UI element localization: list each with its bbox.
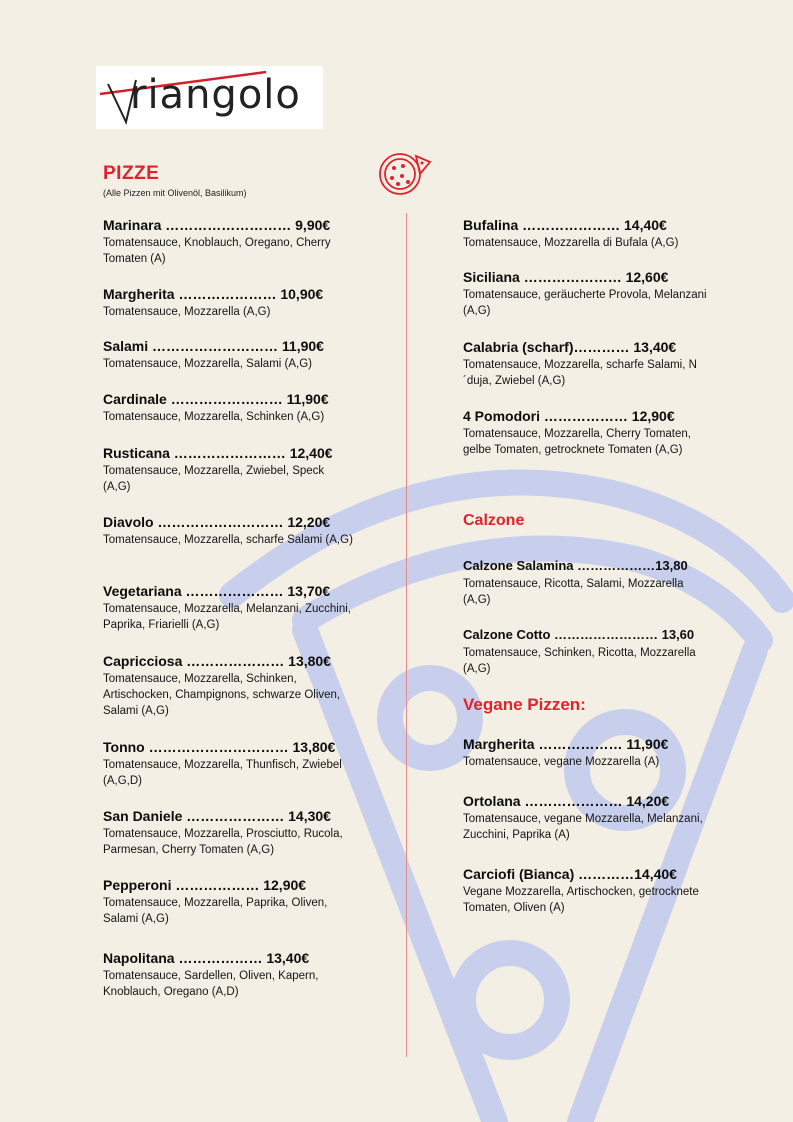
menu-item (103, 216, 353, 267)
item-description: Tomatensauce, Mozzarella, Prosciutto, Rucola, Parmesan, Cherry Tomaten (A,G) (103, 828, 343, 856)
item-name-price: Cardinale …………………… 11,90€ (103, 391, 329, 407)
item-name-price: 4 Pomodori ……………… 12,90€ (463, 408, 675, 424)
item-description: Tomatensauce, Mozzarella, Paprika, Oliven, Salami (A,G) (103, 897, 328, 925)
item-description: Tomatensauce, geräucherte Provola, Melanzani (A,G) (463, 289, 707, 317)
item-name-price: Tonno ………………………… 13,80€ (103, 739, 336, 755)
item-description: Tomatensauce, vegane Mozzarella, Melanzani, Zucchini, Paprika (A) (463, 813, 703, 841)
item-name-price: Margherita ……………… 11,90€ (463, 736, 669, 752)
item-description: Tomatensauce, Mozzarella, scharfe Salami (A,G) (103, 534, 353, 546)
item-description: Tomatensauce, Sardellen, Oliven, Kapern, Knoblauch, Oregano (A,D) (103, 970, 319, 998)
menu-item (103, 582, 353, 633)
item-name-price: Capricciosa ………………… 13,80€ (103, 653, 331, 669)
item-name-price: Ortolana ………………… 14,20€ (463, 793, 670, 809)
item-description: Tomatensauce, Mozzarella, scharfe Salami, N´duja, Zwiebel (A,G) (463, 359, 697, 387)
menu-item (103, 285, 353, 320)
menu-item (463, 792, 708, 843)
item-name-price: Pepperoni ……………… 12,90€ (103, 877, 307, 893)
item-name-price: Margherita ………………… 10,90€ (103, 286, 324, 302)
item-name-price: Napolitana ……………… 13,40€ (103, 950, 310, 966)
menu-item (103, 390, 353, 425)
item-name-price: Calabria (scharf)………… 13,40€ (463, 339, 677, 355)
item-description: Tomatensauce, Schinken, Ricotta, Mozzarella (A,G) (463, 647, 696, 675)
item-description: Tomatensauce, Mozzarella, Zwiebel, Speck (A,G) (103, 465, 325, 493)
menu-item (103, 949, 353, 1000)
item-name-price: Calzone Salamina ………………13,80 (463, 558, 688, 573)
menu-item (463, 557, 708, 608)
calzone-title: Calzone (463, 512, 525, 529)
menu-item (103, 807, 353, 858)
item-description: Tomatensauce, Mozzarella, Salami (A,G) (103, 358, 312, 370)
item-description: Vegane Mozzarella, Artischocken, getrocknete Tomaten, Oliven (A) (463, 886, 699, 914)
menu-item (103, 444, 353, 495)
item-name-price: Carciofi (Bianca) …………14,40€ (463, 866, 677, 882)
item-name-price: Marinara ……………………… 9,90€ (103, 217, 331, 233)
item-name-price: Rusticana …………………… 12,40€ (103, 445, 333, 461)
vegan-title: Vegane Pizzen: (463, 695, 586, 714)
menu-item (103, 337, 353, 372)
item-name-price: Calzone Cotto …………………… 13,60 (463, 627, 695, 642)
pizze-subtitle: (Alle Pizzen mit Olivenöl, Basilikum) (103, 188, 247, 198)
item-description: Tomatensauce, Mozzarella, Thunfisch, Zwiebel (A,G,D) (103, 759, 342, 787)
item-description: Tomatensauce, Mozzarella, Cherry Tomaten, gelbe Tomaten, getrocknete Tomaten (A,G) (463, 428, 691, 456)
item-description: Tomatensauce, Knoblauch, Oregano, Cherry Tomaten (A) (103, 237, 331, 265)
menu-item (463, 268, 708, 319)
menu-item (463, 626, 708, 677)
menu-item (103, 652, 353, 719)
menu-item (463, 865, 708, 916)
item-description: Tomatensauce, Mozzarella, Schinken, Artischocken, Champignons, schwarze Oliven, Salami (A,G) (103, 673, 341, 717)
item-name-price: Diavolo ……………………… 12,20€ (103, 514, 331, 530)
item-description: Tomatensauce, Mozzarella, Schinken (A,G) (103, 411, 325, 423)
item-description: Tomatensauce, vegane Mozzarella (A) (463, 756, 660, 768)
menu-item (103, 876, 353, 927)
menu-item (463, 407, 708, 458)
item-description: Tomatensauce, Ricotta, Salami, Mozzarella (A,G) (463, 578, 684, 606)
item-description: Tomatensauce, Mozzarella (A,G) (103, 306, 271, 318)
pizza-icon (378, 148, 434, 196)
item-name-price: San Daniele ………………… 14,30€ (103, 808, 331, 824)
item-name-price: Salami ……………………… 11,90€ (103, 338, 324, 354)
column-divider (406, 213, 407, 1057)
menu-item (103, 513, 353, 548)
logo-text: riangolo (130, 72, 301, 118)
menu-item (463, 216, 708, 251)
item-description: Tomatensauce, Mozzarella, Melanzani, Zucchini, Paprika, Friarielli (A,G) (103, 603, 352, 631)
menu-item (103, 738, 353, 789)
item-name-price: Vegetariana ………………… 13,70€ (103, 583, 331, 599)
item-name-price: Siciliana ………………… 12,60€ (463, 269, 669, 285)
menu-item (463, 338, 708, 389)
item-description: Tomatensauce, Mozzarella di Bufala (A,G) (463, 237, 679, 249)
menu-item (463, 735, 708, 770)
pizze-title: PIZZE (103, 163, 160, 184)
triangolo-logo (96, 66, 323, 129)
item-name-price: Bufalina ………………… 14,40€ (463, 217, 667, 233)
